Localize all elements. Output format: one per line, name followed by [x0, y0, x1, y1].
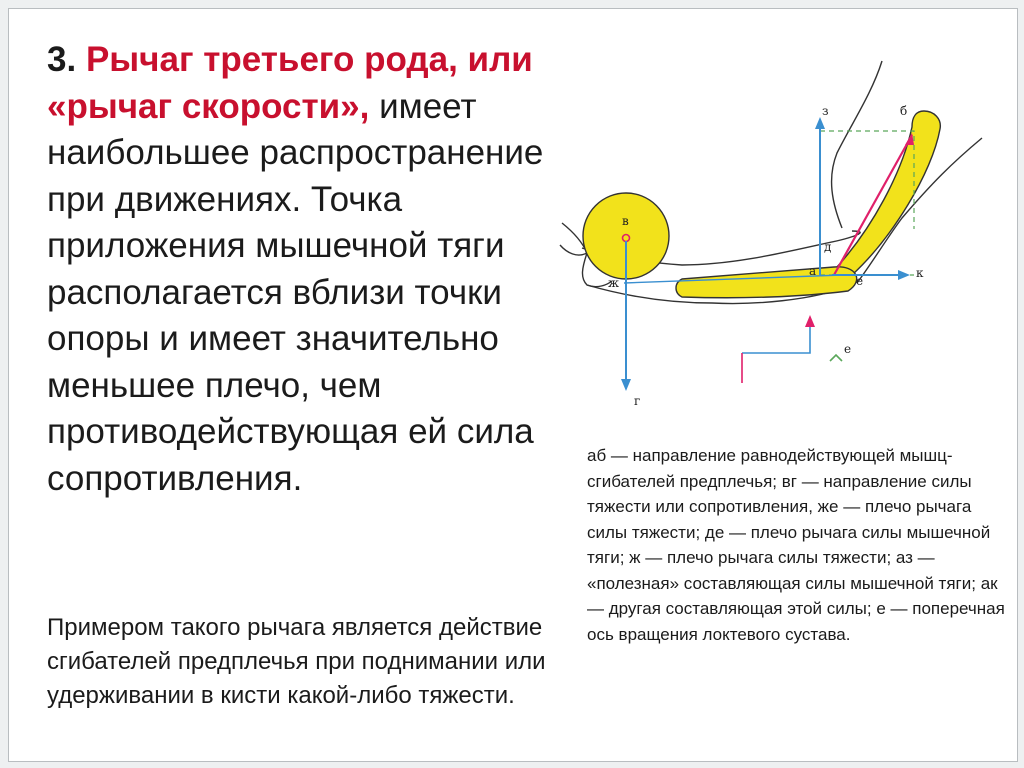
lever-diagram: [552, 53, 985, 412]
label-a: а: [809, 264, 817, 278]
forearm-bone: [676, 267, 857, 298]
figure-caption: аб — направление равнодействующей мышц-сгибателей предплечья; вг — направление силы тяжести или сопротивления, же — плечо рычага силы тяжести; де — плечо рычага силы мышечной тяги; ж — плечо рычага силы тяжести; аз — «полезная» составляющая силы мышечной тяги; ак — другая составляющая этой силы; е — поперечная ось вращения локтевого сустава.: [587, 446, 1005, 644]
label-v: в: [622, 214, 629, 228]
label-d: д: [824, 240, 832, 254]
slide: [8, 8, 1018, 762]
rotation-axis-symbol: [742, 321, 810, 353]
label-e: е: [856, 274, 864, 288]
slide-number: 3.: [47, 40, 77, 79]
slide-title: Рычаг третьего рода, или «рычаг скорости»,: [47, 40, 533, 126]
slide-body: имеет наибольшее распространение при движениях. Точка приложения мышечной тяги располагается вблизи точки опоры и имеет значительно меньшее плечо, чем противодействующая ей сила сопротивления.: [47, 86, 544, 498]
label-axis-e: е: [844, 342, 852, 356]
example-text: Примером такого рычага является действие сгибателей предплечья при поднимании или удерживании в кисти какой-либо тяжести.: [47, 614, 546, 709]
label-zh: ж: [608, 276, 620, 290]
label-z: з: [822, 104, 829, 118]
label-g: г: [634, 394, 641, 408]
label-k: к: [916, 266, 924, 280]
label-b: б: [900, 104, 908, 118]
main-text: [47, 37, 547, 502]
